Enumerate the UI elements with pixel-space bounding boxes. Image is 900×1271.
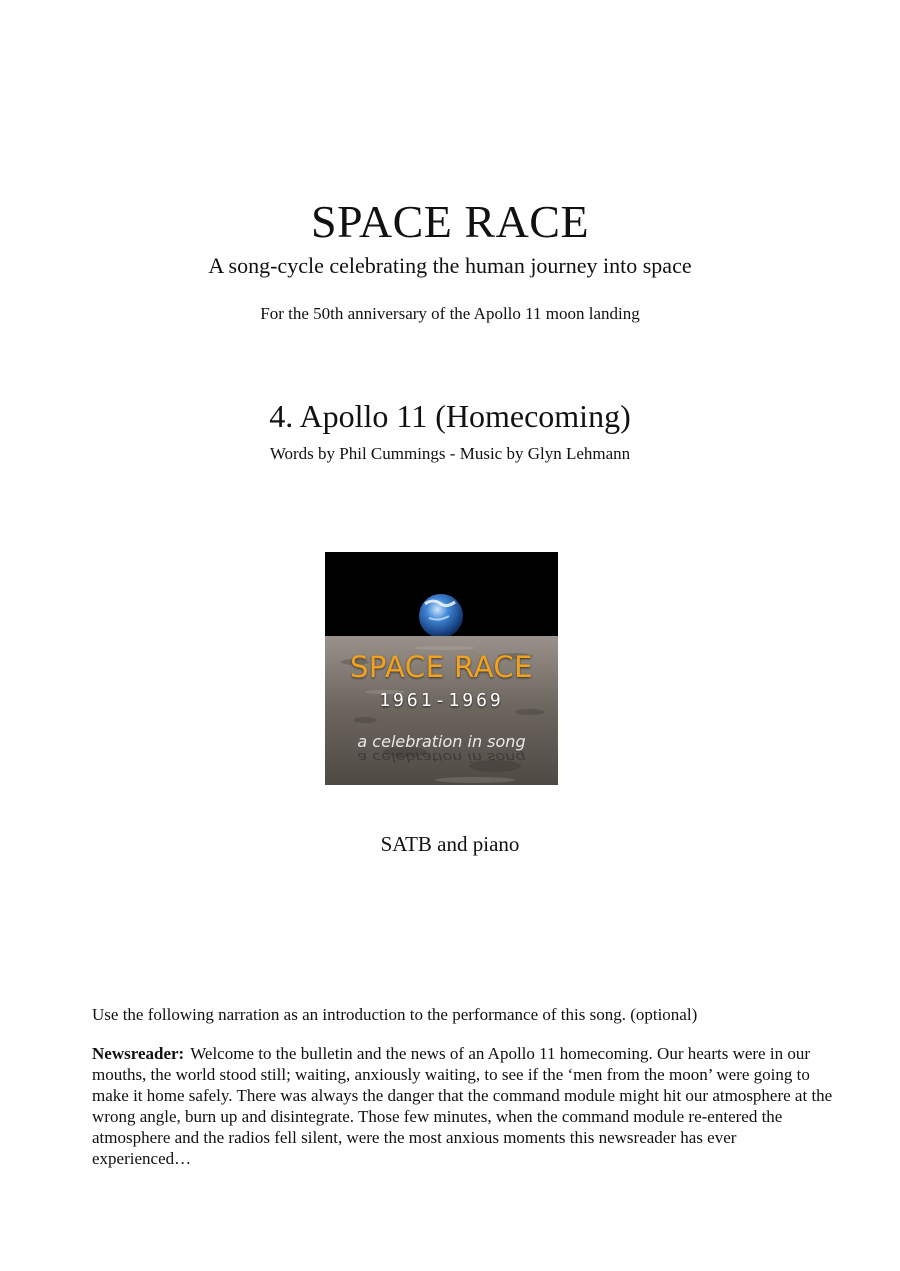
- occasion-line: For the 50th anniversary of the Apollo 11 moon landing: [260, 304, 640, 323]
- narration-note: Use the following narration as an introduction to the performance of this song. (optional): [92, 1005, 698, 1024]
- cover-title: SPACE RACE: [349, 650, 534, 684]
- page-title: SPACE RACE: [310, 196, 590, 247]
- song-credits: Words by Phil Cummings - Music by Glyn Lehmann: [269, 444, 631, 463]
- narration-speaker: Newsreader:: [92, 1044, 185, 1063]
- page-subtitle: A song-cycle celebrating the human journey into space: [208, 253, 692, 278]
- narration-paragraph: [92, 1043, 837, 1169]
- voicing: SATB and piano: [380, 832, 520, 856]
- album-cover-image: [325, 552, 558, 785]
- song-title: 4. Apollo 11 (Homecoming): [269, 398, 631, 434]
- cover-tagline: a celebration in song: [357, 732, 526, 751]
- narration-text: Welcome to the bulletin and the news of an Apollo 11 homecoming. Our hearts were in our mouths, the world stood still; waiting, anxiously waiting, to see if the ‘men from the moon’ were going to make it home safely. There was always the danger that the command module might hit our atmosphere at the wrong angle, burn up and disintegrate. Those few minutes, when the command module re-entered the atmosphere and the radios fell silent, were the most anxious moments this newsreader has ever experienced…: [92, 1044, 833, 1168]
- earth-icon: [419, 594, 463, 638]
- cover-tagline-reflection: a celebration in song: [357, 749, 526, 766]
- cover-years: 1961-1969: [379, 690, 504, 711]
